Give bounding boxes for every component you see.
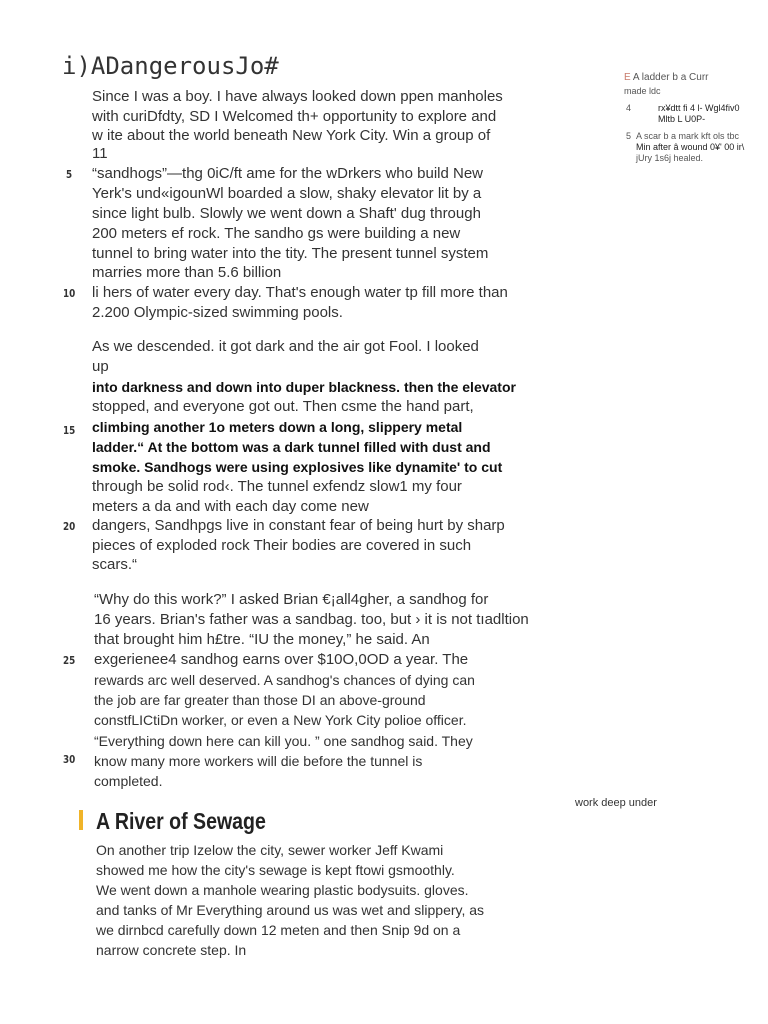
paragraph-1-line-1: Since I was a boy. I have always looked down ppen manholes	[92, 88, 503, 105]
glossary-item-4-line-2: Mltb L U0P-	[658, 114, 706, 124]
heading-accent-bar	[79, 810, 83, 830]
glossary-marker: E	[624, 72, 631, 83]
image-caption: work deep under	[575, 797, 657, 809]
paragraph-1-line-2: with curiDfdty, SD I Welcomed th+ opportunity to explore and	[92, 108, 497, 125]
paragraph-3-line-4: exgerienee4 sandhog earns over $10O,0OD a year. The	[94, 651, 469, 668]
paragraph-1-line-5: “sandhogs”—thg 0iC/ft ame for the wDrkers who build New	[92, 165, 483, 182]
paragraph-3-line-2: 16 years. Brian's father was a sandbag. too, but › it is not tıadltion	[94, 611, 529, 628]
glossary-item-5-line-1: A scar b a mark kft ols tbc	[636, 131, 740, 141]
glossary-item-4-line-1: rx¥dtt fi 4 l- Wgl4fiv0	[658, 103, 740, 113]
paragraph-1-line-3: w ite about the world beneath New York City. Win a group of	[92, 127, 491, 144]
paragraph-2-line-9: meters a da and with each day come new	[92, 498, 369, 515]
paragraph-4-line-4: and tanks of Mr Everything around us was wet and slippery, as	[96, 902, 485, 918]
paragraph-4-line-5: we dirnbcd carefully down 12 meten and then Snip 9d on a	[96, 922, 461, 938]
glossary-item-4-number: 4	[626, 103, 632, 113]
paragraph-2-line-10: dangers, Sandhpgs live in constant fear of being hurt by sharp	[92, 517, 505, 534]
paragraph-3-line-5: rewards arc well deserved. A sandhog's chances of dying can	[94, 672, 475, 688]
glossary-line-1	[624, 72, 709, 83]
paragraph-2-line-3: into darkness and down into duper blackness. then the elevator	[92, 379, 516, 395]
paragraph-2-line-2: up	[92, 358, 109, 375]
paragraph-4-line-3: We went down a manhole wearing plastic bodysuits. gloves.	[96, 882, 469, 898]
paragraph-1-line-10: marries more than 5.6 billion	[92, 264, 282, 281]
line-number-10: 10	[63, 287, 76, 300]
paragraph-1-line-4: 11	[92, 145, 108, 162]
paragraph-3-line-6: the job are far greater than those DI an above-ground	[94, 692, 426, 708]
paragraph-3-line-10: completed.	[94, 773, 163, 789]
paragraph-3-line-8: “Everything down here can kill you. ” one sandhog said. They	[94, 733, 473, 749]
paragraph-2-line-12: scars.“	[92, 556, 137, 573]
paragraph-1-line-11: li hers of water every day. That's enough water tp fill more than	[92, 284, 508, 301]
line-number-30: 30	[63, 753, 76, 766]
line-number-15: 15	[63, 424, 76, 437]
glossary-item-5-line-2: Min after â wound 0¥' 00 ir\	[636, 142, 745, 152]
line-number-5: 5	[66, 168, 73, 181]
paragraph-2-line-8: through be solid rod‹. The tunnel exfendz slow1 my four	[92, 478, 462, 495]
paragraph-2-line-11: pieces of exploded rock Their bodies are covered in such	[92, 537, 472, 554]
line-number-20: 20	[63, 520, 76, 533]
paragraph-2-line-5: climbing another 1o meters down a long, slippery metal	[92, 419, 463, 435]
section-heading: A River of Sewage	[96, 808, 266, 834]
paragraph-2-line-4: stopped, and everyone got out. Then csme the hand part,	[92, 398, 474, 415]
glossary-item-5-line-3: jUry 1s6j healed.	[636, 153, 704, 163]
glossary-item-5-number: 5	[626, 131, 632, 141]
paragraph-1-line-8: 200 meters ef rock. The sandho gs were building a new	[92, 225, 461, 242]
paragraph-3-line-7: constfLICtiDn worker, or even a New York City polioe officer.	[94, 712, 467, 728]
line-number-25: 25	[63, 654, 76, 667]
paragraph-4-line-6: narrow concrete step. In	[96, 942, 247, 958]
paragraph-2-line-1: As we descended. it got dark and the air got Fool. I looked	[92, 338, 479, 355]
paragraph-2-line-7: smoke. Sandhogs were using explosives like dynamite' to cut	[92, 459, 503, 475]
paragraph-1-line-7: since light bulb. Slowly we went down a Shaft' dug through	[92, 205, 481, 222]
paragraph-4-line-2: showed me how the city's sewage is kept ftowi gsmoothly.	[96, 862, 455, 878]
paragraph-1-line-9: tunnel to bring water into the tity. The present tunnel system	[92, 245, 489, 262]
paragraph-3-line-9: know many more workers will die before the tunnel is	[94, 753, 423, 769]
paragraph-3-line-3: that brought him h£tre. “IU the money,” he said. An	[94, 631, 430, 648]
glossary-line-2: made ldc	[624, 86, 661, 96]
glossary-text: A ladder b a Curr	[632, 72, 709, 83]
paragraph-1-line-12: 2.200 Olympic-sized swimming pools.	[92, 304, 343, 321]
paragraph-4-line-1: On another trip Izelow the city, sewer worker Jeff Kwami	[96, 842, 444, 858]
paragraph-2-line-6: ladder.“ At the bottom was a dark tunnel filled with dust and	[92, 439, 491, 455]
paragraph-1-line-6: Yerk's und«igounWl boarded a slow, shaky elevator lit by a	[92, 185, 482, 202]
paragraph-3-line-1: “Why do this work?” I asked Brian €¡all4gher, a sandhog for	[94, 591, 489, 608]
page-title: i)ADangerousJo#	[62, 52, 279, 80]
